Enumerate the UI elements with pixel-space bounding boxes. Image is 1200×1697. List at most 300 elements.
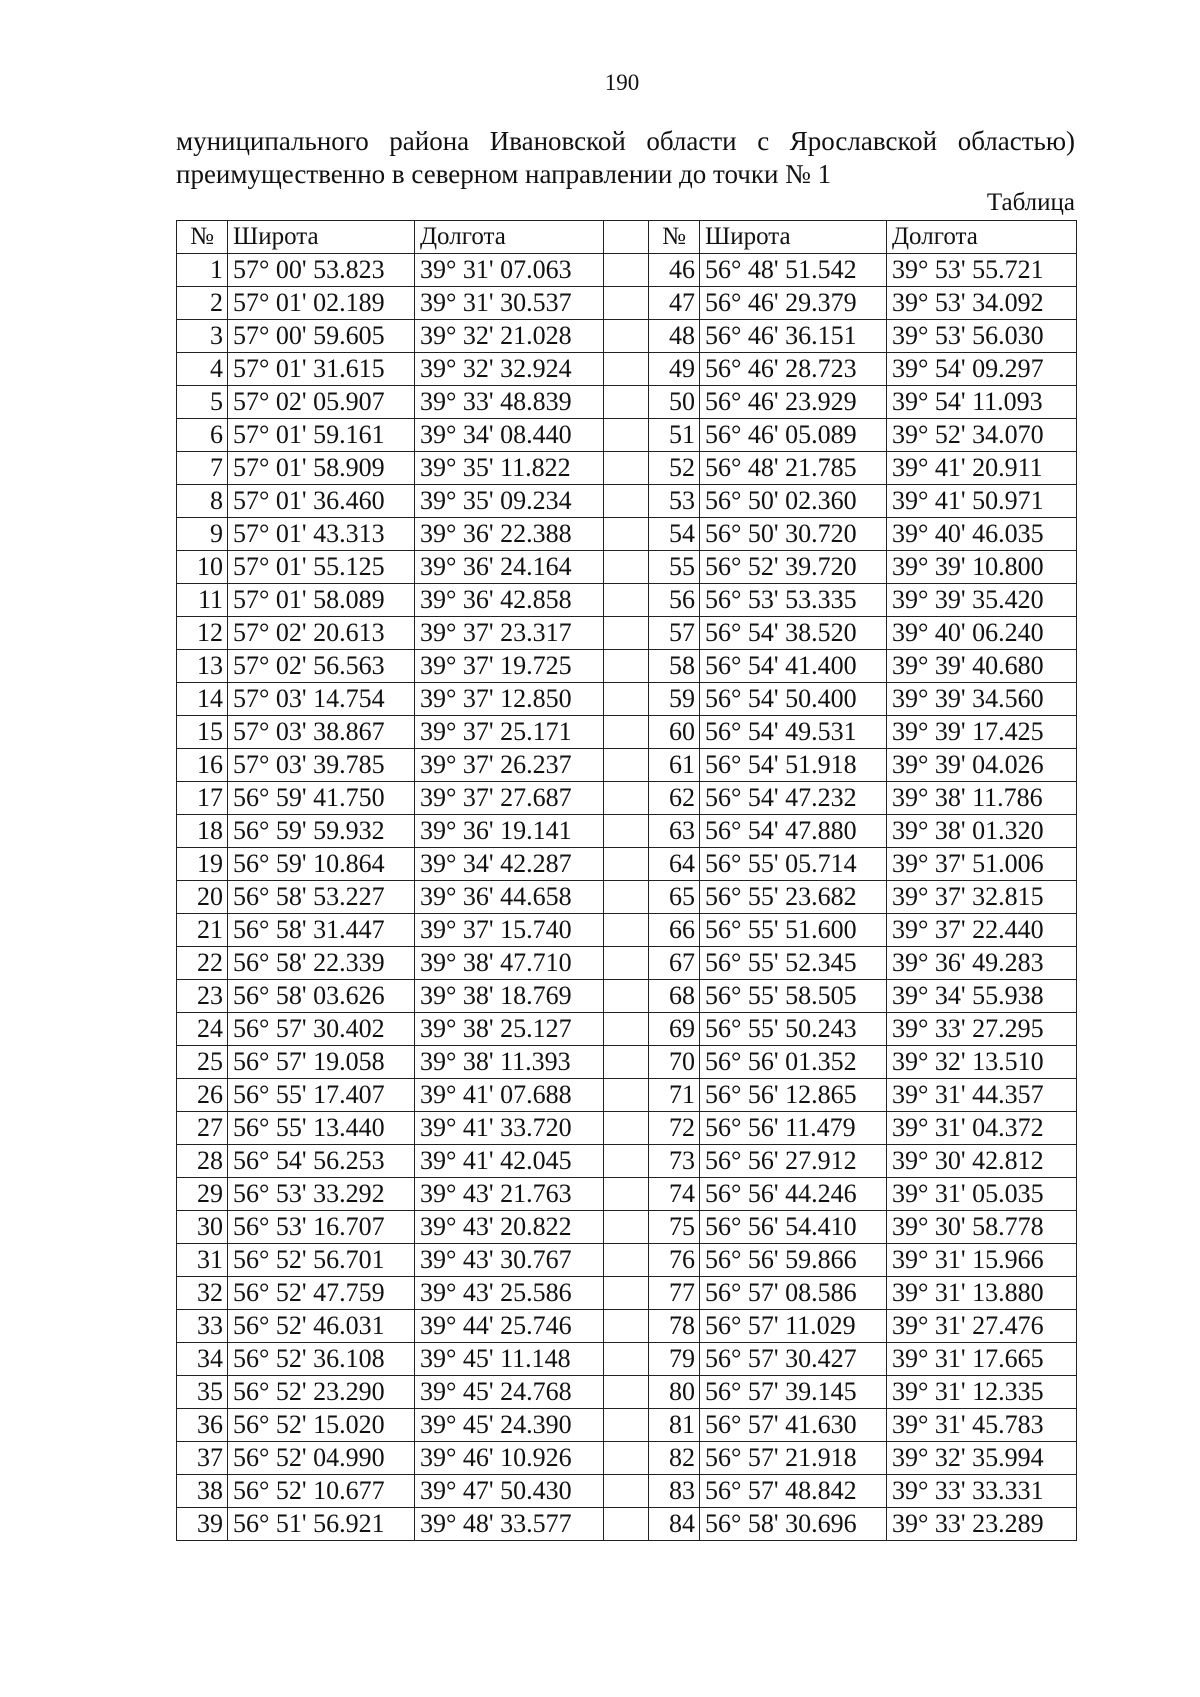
point-number-cell: 56: [649, 584, 700, 617]
latitude-cell: 56° 57' 39.145: [700, 1376, 887, 1409]
point-number-cell: 47: [649, 287, 700, 320]
point-number-cell: 71: [649, 1079, 700, 1112]
point-number-cell: 61: [649, 749, 700, 782]
latitude-cell: 57° 03' 39.785: [228, 749, 415, 782]
point-number-cell: 79: [649, 1343, 700, 1376]
column-gap: [604, 1343, 649, 1376]
latitude-cell: 56° 56' 44.246: [700, 1178, 887, 1211]
longitude-cell: 39° 36' 24.164: [415, 551, 604, 584]
table-row: [177, 848, 1077, 881]
latitude-cell: 56° 55' 52.345: [700, 947, 887, 980]
table-header-row: [177, 221, 1077, 254]
point-number-cell: 39: [177, 1508, 228, 1541]
column-gap: [604, 551, 649, 584]
page-number: 190: [604, 70, 640, 95]
column-gap: [604, 1046, 649, 1079]
point-number-cell: 73: [649, 1145, 700, 1178]
column-gap: [604, 287, 649, 320]
point-number-cell: 65: [649, 881, 700, 914]
point-number-cell: 32: [177, 1277, 228, 1310]
table-row: [177, 485, 1077, 518]
point-number-cell: 17: [177, 782, 228, 815]
point-number-cell: 4: [177, 353, 228, 386]
intro-line-2: преимущественно в северном направлении до точки № 1: [176, 159, 832, 189]
table-row: [177, 881, 1077, 914]
latitude-cell: 56° 56' 59.866: [700, 1244, 887, 1277]
latitude-cell: 56° 52' 56.701: [228, 1244, 415, 1277]
latitude-cell: 56° 54' 38.520: [700, 617, 887, 650]
longitude-cell: 39° 41' 50.971: [887, 485, 1077, 518]
longitude-cell: 39° 53' 55.721: [887, 254, 1077, 287]
latitude-cell: 56° 53' 53.335: [700, 584, 887, 617]
point-number-cell: 13: [177, 650, 228, 683]
column-gap: [604, 1442, 649, 1475]
latitude-cell: 56° 55' 51.600: [700, 914, 887, 947]
latitude-cell: 56° 48' 51.542: [700, 254, 887, 287]
column-gap: [604, 980, 649, 1013]
latitude-cell: 56° 58' 31.447: [228, 914, 415, 947]
longitude-cell: 39° 53' 34.092: [887, 287, 1077, 320]
latitude-cell: 56° 57' 30.402: [228, 1013, 415, 1046]
column-gap: [604, 749, 649, 782]
latitude-cell: 56° 50' 02.360: [700, 485, 887, 518]
table-body: [177, 254, 1077, 1541]
column-gap: [604, 221, 649, 254]
point-number-cell: 66: [649, 914, 700, 947]
latitude-cell: 56° 56' 11.479: [700, 1112, 887, 1145]
latitude-cell: 56° 55' 05.714: [700, 848, 887, 881]
point-number-cell: 80: [649, 1376, 700, 1409]
table-row: [177, 320, 1077, 353]
column-gap: [604, 1145, 649, 1178]
point-number-cell: 29: [177, 1178, 228, 1211]
longitude-cell: 39° 36' 49.283: [887, 947, 1077, 980]
longitude-cell: 39° 41' 20.911: [887, 452, 1077, 485]
longitude-cell: 39° 47' 50.430: [415, 1475, 604, 1508]
point-number-cell: 31: [177, 1244, 228, 1277]
longitude-cell: 39° 37' 19.725: [415, 650, 604, 683]
longitude-cell: 39° 38' 11.786: [887, 782, 1077, 815]
latitude-cell: 56° 46' 29.379: [700, 287, 887, 320]
latitude-cell: 56° 52' 10.677: [228, 1475, 415, 1508]
point-number-cell: 30: [177, 1211, 228, 1244]
column-gap: [604, 716, 649, 749]
longitude-cell: 39° 45' 24.768: [415, 1376, 604, 1409]
latitude-cell: 56° 54' 47.232: [700, 782, 887, 815]
longitude-cell: 39° 33' 48.839: [415, 386, 604, 419]
longitude-cell: 39° 34' 55.938: [887, 980, 1077, 1013]
point-number-cell: 48: [649, 320, 700, 353]
latitude-cell: 56° 52' 04.990: [228, 1442, 415, 1475]
longitude-cell: 39° 46' 10.926: [415, 1442, 604, 1475]
latitude-cell: 56° 57' 11.029: [700, 1310, 887, 1343]
latitude-cell: 56° 56' 27.912: [700, 1145, 887, 1178]
longitude-cell: 39° 30' 42.812: [887, 1145, 1077, 1178]
point-number-cell: 6: [177, 419, 228, 452]
latitude-cell: 56° 57' 19.058: [228, 1046, 415, 1079]
point-number-cell: 57: [649, 617, 700, 650]
longitude-cell: 39° 34' 08.440: [415, 419, 604, 452]
latitude-cell: 57° 01' 43.313: [228, 518, 415, 551]
point-number-cell: 2: [177, 287, 228, 320]
latitude-cell: 56° 51' 56.921: [228, 1508, 415, 1541]
column-gap: [604, 320, 649, 353]
point-number-cell: 70: [649, 1046, 700, 1079]
table-row: [177, 617, 1077, 650]
longitude-cell: 39° 36' 22.388: [415, 518, 604, 551]
longitude-cell: 39° 30' 58.778: [887, 1211, 1077, 1244]
longitude-cell: 39° 31' 15.966: [887, 1244, 1077, 1277]
longitude-cell: 39° 31' 44.357: [887, 1079, 1077, 1112]
point-number-cell: 7: [177, 452, 228, 485]
latitude-cell: 56° 53' 33.292: [228, 1178, 415, 1211]
longitude-cell: 39° 38' 01.320: [887, 815, 1077, 848]
point-number-cell: 76: [649, 1244, 700, 1277]
point-number-cell: 12: [177, 617, 228, 650]
table-row: [177, 947, 1077, 980]
table-row: [177, 716, 1077, 749]
table-row: [177, 1442, 1077, 1475]
longitude-cell: 39° 32' 13.510: [887, 1046, 1077, 1079]
longitude-cell: 39° 37' 26.237: [415, 749, 604, 782]
point-number-cell: 37: [177, 1442, 228, 1475]
column-gap: [604, 914, 649, 947]
longitude-cell: 39° 44' 25.746: [415, 1310, 604, 1343]
column-gap: [604, 848, 649, 881]
table-row: [177, 650, 1077, 683]
column-gap: [604, 485, 649, 518]
table-row: [177, 1376, 1077, 1409]
table-row: [177, 1013, 1077, 1046]
header-lat-right: Широта: [700, 221, 887, 254]
latitude-cell: 57° 01' 55.125: [228, 551, 415, 584]
longitude-cell: 39° 37' 22.440: [887, 914, 1077, 947]
latitude-cell: 56° 55' 58.505: [700, 980, 887, 1013]
table-row: [177, 1079, 1077, 1112]
header-lat-left: Широта: [228, 221, 415, 254]
latitude-cell: 57° 02' 56.563: [228, 650, 415, 683]
longitude-cell: 39° 37' 25.171: [415, 716, 604, 749]
latitude-cell: 56° 46' 23.929: [700, 386, 887, 419]
point-number-cell: 8: [177, 485, 228, 518]
longitude-cell: 39° 37' 23.317: [415, 617, 604, 650]
column-gap: [604, 815, 649, 848]
latitude-cell: 56° 52' 15.020: [228, 1409, 415, 1442]
longitude-cell: 39° 43' 25.586: [415, 1277, 604, 1310]
longitude-cell: 39° 36' 19.141: [415, 815, 604, 848]
point-number-cell: 68: [649, 980, 700, 1013]
longitude-cell: 39° 53' 56.030: [887, 320, 1077, 353]
table-caption: Таблица: [986, 189, 1075, 216]
longitude-cell: 39° 38' 47.710: [415, 947, 604, 980]
latitude-cell: 56° 46' 28.723: [700, 353, 887, 386]
latitude-cell: 56° 50' 30.720: [700, 518, 887, 551]
point-number-cell: 60: [649, 716, 700, 749]
latitude-cell: 57° 02' 20.613: [228, 617, 415, 650]
latitude-cell: 56° 54' 41.400: [700, 650, 887, 683]
latitude-cell: 56° 55' 50.243: [700, 1013, 887, 1046]
latitude-cell: 56° 46' 36.151: [700, 320, 887, 353]
header-lon-left: Долгота: [415, 221, 604, 254]
column-gap: [604, 419, 649, 452]
latitude-cell: 57° 02' 05.907: [228, 386, 415, 419]
point-number-cell: 78: [649, 1310, 700, 1343]
longitude-cell: 39° 38' 25.127: [415, 1013, 604, 1046]
longitude-cell: 39° 39' 04.026: [887, 749, 1077, 782]
longitude-cell: 39° 54' 09.297: [887, 353, 1077, 386]
table-row: [177, 1211, 1077, 1244]
table-row: [177, 1310, 1077, 1343]
column-gap: [604, 386, 649, 419]
point-number-cell: 55: [649, 551, 700, 584]
table-row: [177, 452, 1077, 485]
longitude-cell: 39° 39' 10.800: [887, 551, 1077, 584]
point-number-cell: 9: [177, 518, 228, 551]
column-gap: [604, 947, 649, 980]
point-number-cell: 11: [177, 584, 228, 617]
point-number-cell: 33: [177, 1310, 228, 1343]
column-gap: [604, 1211, 649, 1244]
table-row: [177, 518, 1077, 551]
longitude-cell: 39° 48' 33.577: [415, 1508, 604, 1541]
point-number-cell: 53: [649, 485, 700, 518]
longitude-cell: 39° 31' 07.063: [415, 254, 604, 287]
latitude-cell: 56° 52' 23.290: [228, 1376, 415, 1409]
table-row: [177, 1343, 1077, 1376]
header-num-right: №: [649, 221, 700, 254]
point-number-cell: 58: [649, 650, 700, 683]
table-row: [177, 1112, 1077, 1145]
latitude-cell: 56° 54' 51.918: [700, 749, 887, 782]
latitude-cell: 56° 55' 23.682: [700, 881, 887, 914]
column-gap: [604, 452, 649, 485]
point-number-cell: 81: [649, 1409, 700, 1442]
table-row: [177, 551, 1077, 584]
header-num-left: №: [177, 221, 228, 254]
column-gap: [604, 1079, 649, 1112]
longitude-cell: 39° 31' 17.665: [887, 1343, 1077, 1376]
point-number-cell: 74: [649, 1178, 700, 1211]
point-number-cell: 72: [649, 1112, 700, 1145]
longitude-cell: 39° 32' 35.994: [887, 1442, 1077, 1475]
table-row: [177, 683, 1077, 716]
longitude-cell: 39° 34' 42.287: [415, 848, 604, 881]
latitude-cell: 56° 54' 49.531: [700, 716, 887, 749]
point-number-cell: 77: [649, 1277, 700, 1310]
latitude-cell: 57° 01' 36.460: [228, 485, 415, 518]
point-number-cell: 84: [649, 1508, 700, 1541]
point-number-cell: 26: [177, 1079, 228, 1112]
latitude-cell: 57° 01' 31.615: [228, 353, 415, 386]
latitude-cell: 57° 00' 59.605: [228, 320, 415, 353]
latitude-cell: 56° 57' 48.842: [700, 1475, 887, 1508]
point-number-cell: 34: [177, 1343, 228, 1376]
column-gap: [604, 1112, 649, 1145]
longitude-cell: 39° 33' 33.331: [887, 1475, 1077, 1508]
longitude-cell: 39° 36' 44.658: [415, 881, 604, 914]
longitude-cell: 39° 31' 27.476: [887, 1310, 1077, 1343]
column-gap: [604, 782, 649, 815]
point-number-cell: 64: [649, 848, 700, 881]
latitude-cell: 56° 52' 47.759: [228, 1277, 415, 1310]
longitude-cell: 39° 35' 09.234: [415, 485, 604, 518]
latitude-cell: 57° 01' 02.189: [228, 287, 415, 320]
latitude-cell: 56° 54' 47.880: [700, 815, 887, 848]
column-gap: [604, 1475, 649, 1508]
point-number-cell: 25: [177, 1046, 228, 1079]
column-gap: [604, 1013, 649, 1046]
point-number-cell: 59: [649, 683, 700, 716]
point-number-cell: 15: [177, 716, 228, 749]
latitude-cell: 56° 57' 41.630: [700, 1409, 887, 1442]
longitude-cell: 39° 37' 51.006: [887, 848, 1077, 881]
point-number-cell: 10: [177, 551, 228, 584]
column-gap: [604, 617, 649, 650]
point-number-cell: 18: [177, 815, 228, 848]
point-number-cell: 23: [177, 980, 228, 1013]
latitude-cell: 57° 03' 38.867: [228, 716, 415, 749]
point-number-cell: 28: [177, 1145, 228, 1178]
latitude-cell: 56° 58' 22.339: [228, 947, 415, 980]
latitude-cell: 56° 56' 54.410: [700, 1211, 887, 1244]
table-row: [177, 1046, 1077, 1079]
latitude-cell: 56° 52' 46.031: [228, 1310, 415, 1343]
point-number-cell: 54: [649, 518, 700, 551]
point-number-cell: 14: [177, 683, 228, 716]
latitude-cell: 56° 59' 41.750: [228, 782, 415, 815]
longitude-cell: 39° 43' 20.822: [415, 1211, 604, 1244]
latitude-cell: 56° 52' 36.108: [228, 1343, 415, 1376]
table-row: [177, 749, 1077, 782]
table-row: [177, 386, 1077, 419]
latitude-cell: 56° 56' 01.352: [700, 1046, 887, 1079]
longitude-cell: 39° 38' 18.769: [415, 980, 604, 1013]
point-number-cell: 38: [177, 1475, 228, 1508]
point-number-cell: 19: [177, 848, 228, 881]
latitude-cell: 56° 48' 21.785: [700, 452, 887, 485]
latitude-cell: 56° 59' 59.932: [228, 815, 415, 848]
latitude-cell: 56° 56' 12.865: [700, 1079, 887, 1112]
latitude-cell: 57° 01' 59.161: [228, 419, 415, 452]
table-row: [177, 254, 1077, 287]
table-row: [177, 1508, 1077, 1541]
point-number-cell: 69: [649, 1013, 700, 1046]
longitude-cell: 39° 31' 13.880: [887, 1277, 1077, 1310]
intro-paragraph: [176, 125, 1075, 191]
point-number-cell: 75: [649, 1211, 700, 1244]
longitude-cell: 39° 32' 32.924: [415, 353, 604, 386]
column-gap: [604, 1310, 649, 1343]
longitude-cell: 39° 39' 34.560: [887, 683, 1077, 716]
point-number-cell: 22: [177, 947, 228, 980]
column-gap: [604, 518, 649, 551]
column-gap: [604, 1178, 649, 1211]
table-row: [177, 1244, 1077, 1277]
column-gap: [604, 1409, 649, 1442]
latitude-cell: 57° 01' 58.089: [228, 584, 415, 617]
point-number-cell: 62: [649, 782, 700, 815]
table-row: [177, 914, 1077, 947]
latitude-cell: 56° 57' 08.586: [700, 1277, 887, 1310]
longitude-cell: 39° 54' 11.093: [887, 386, 1077, 419]
latitude-cell: 56° 52' 39.720: [700, 551, 887, 584]
latitude-cell: 56° 54' 56.253: [228, 1145, 415, 1178]
longitude-cell: 39° 40' 46.035: [887, 518, 1077, 551]
point-number-cell: 67: [649, 947, 700, 980]
longitude-cell: 39° 37' 32.815: [887, 881, 1077, 914]
column-gap: [604, 1244, 649, 1277]
point-number-cell: 5: [177, 386, 228, 419]
point-number-cell: 52: [649, 452, 700, 485]
latitude-cell: 56° 59' 10.864: [228, 848, 415, 881]
longitude-cell: 39° 35' 11.822: [415, 452, 604, 485]
column-gap: [604, 353, 649, 386]
point-number-cell: 27: [177, 1112, 228, 1145]
table-row: [177, 353, 1077, 386]
longitude-cell: 39° 37' 27.687: [415, 782, 604, 815]
longitude-cell: 39° 39' 35.420: [887, 584, 1077, 617]
point-number-cell: 46: [649, 254, 700, 287]
table-row: [177, 980, 1077, 1013]
longitude-cell: 39° 38' 11.393: [415, 1046, 604, 1079]
point-number-cell: 20: [177, 881, 228, 914]
column-gap: [604, 584, 649, 617]
table-row: [177, 1145, 1077, 1178]
longitude-cell: 39° 43' 21.763: [415, 1178, 604, 1211]
table-row: [177, 1277, 1077, 1310]
column-gap: [604, 650, 649, 683]
longitude-cell: 39° 41' 42.045: [415, 1145, 604, 1178]
column-gap: [604, 254, 649, 287]
latitude-cell: 56° 58' 53.227: [228, 881, 415, 914]
longitude-cell: 39° 52' 34.070: [887, 419, 1077, 452]
header-lon-right: Долгота: [887, 221, 1077, 254]
point-number-cell: 50: [649, 386, 700, 419]
longitude-cell: 39° 45' 24.390: [415, 1409, 604, 1442]
table-row: [177, 782, 1077, 815]
latitude-cell: 56° 53' 16.707: [228, 1211, 415, 1244]
longitude-cell: 39° 31' 05.035: [887, 1178, 1077, 1211]
longitude-cell: 39° 32' 21.028: [415, 320, 604, 353]
table-row: [177, 287, 1077, 320]
column-gap: [604, 1277, 649, 1310]
point-number-cell: 21: [177, 914, 228, 947]
longitude-cell: 39° 45' 11.148: [415, 1343, 604, 1376]
longitude-cell: 39° 31' 04.372: [887, 1112, 1077, 1145]
point-number-cell: 3: [177, 320, 228, 353]
point-number-cell: 1: [177, 254, 228, 287]
column-gap: [604, 1508, 649, 1541]
point-number-cell: 35: [177, 1376, 228, 1409]
latitude-cell: 56° 58' 03.626: [228, 980, 415, 1013]
longitude-cell: 39° 31' 12.335: [887, 1376, 1077, 1409]
latitude-cell: 56° 55' 17.407: [228, 1079, 415, 1112]
point-number-cell: 83: [649, 1475, 700, 1508]
table-row: [177, 815, 1077, 848]
intro-line-1: муниципального района Ивановской области с Ярославской областью): [176, 126, 1075, 156]
longitude-cell: 39° 37' 12.850: [415, 683, 604, 716]
table-row: [177, 1409, 1077, 1442]
latitude-cell: 57° 01' 58.909: [228, 452, 415, 485]
point-number-cell: 36: [177, 1409, 228, 1442]
longitude-cell: 39° 31' 30.537: [415, 287, 604, 320]
longitude-cell: 39° 43' 30.767: [415, 1244, 604, 1277]
column-gap: [604, 881, 649, 914]
point-number-cell: 51: [649, 419, 700, 452]
point-number-cell: 82: [649, 1442, 700, 1475]
longitude-cell: 39° 37' 15.740: [415, 914, 604, 947]
longitude-cell: 39° 40' 06.240: [887, 617, 1077, 650]
